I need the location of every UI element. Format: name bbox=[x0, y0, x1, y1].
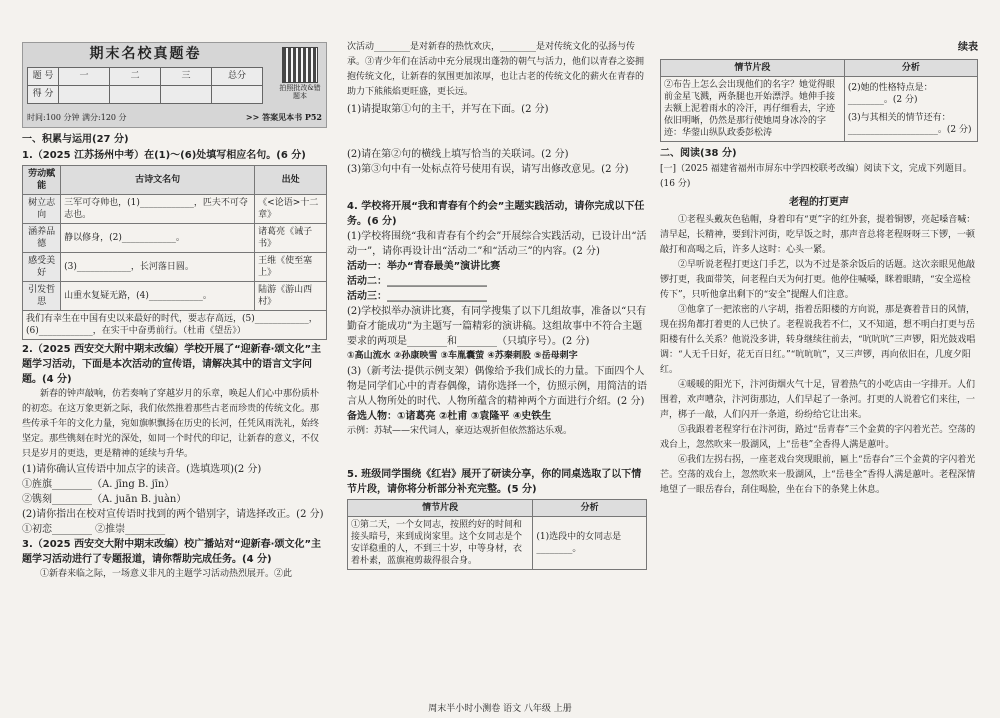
table-cell: 树立志向 bbox=[23, 195, 61, 224]
score-header-cell: 三 bbox=[161, 68, 212, 86]
score-row-label: 得 分 bbox=[28, 86, 59, 104]
question-intro: 5. 班级同学围绕《红岩》展开了研读分享，你的同桌选取了以下情节片段，请你将分析部分补充完整。(5 分) bbox=[347, 469, 642, 495]
choices-line: 备选人物：①诸葛亮 ②杜甫 ③袁隆平 ④史铁生 bbox=[347, 411, 552, 422]
qr-code-icon bbox=[282, 47, 318, 83]
table-cell: 涵养品德 bbox=[23, 224, 61, 253]
column-middle bbox=[347, 40, 647, 572]
table-header: 古诗文名句 bbox=[61, 166, 255, 195]
table-header: 分析 bbox=[533, 500, 647, 517]
table-header: 劳动赋能 bbox=[23, 166, 61, 195]
section-heading: 一、积累与运用(27 分) bbox=[22, 134, 129, 145]
activity-line[interactable]: 活动二：____________________ bbox=[347, 276, 487, 287]
table-cell: 诸葛亮《诫子书》 bbox=[255, 224, 327, 253]
table-cell: ②布告上怎么会出现他们的名字？她觉得眼前金星飞溅，两条腿也开始漂浮。她伸手接去额上泥着雨水的冷汗，再仔细看去，字迹依旧明晰，仍然是那行使她周身冰冷的字迹：华蓥山纵队政委彭松涛 bbox=[661, 77, 845, 142]
article-paragraph: ⑥我们左拐右拐，一座老戏台突现眼前，匾上“岳春台”三个金黄的字闪着光芒。空荡的戏台上，忽然吹来一股湖风，上“岳巷全”香得人满是蕙叶。老程深情地望了一眼岳春台，刮住喝脸，坐在台下的条凳上休息。 bbox=[660, 455, 976, 495]
table-cell[interactable] bbox=[844, 77, 977, 142]
table-header: 情节片段 bbox=[661, 60, 845, 77]
score-table bbox=[27, 67, 263, 104]
sub-question: (1)请你确认宣传语中加点字的读音。(选填选项)(2 分) bbox=[22, 464, 262, 475]
sub-question: (1)学校将围绕“我和青春有个约会”开展综合实践活动，已设计出“活动一”，请你再设计出“活动二”和“活动三”的内容。(2 分) bbox=[347, 231, 647, 257]
answer-blank[interactable] bbox=[347, 439, 647, 467]
article-paragraph: ③他拿了一把浓密的八字胡，指着岳阳楼的方向说，那是赛着昔日的风情，现在拐角都打着更的人已快了。老程说我若不仁，又不知道，想不明白打更与岳阳楼有什么关系？他说没多讲，转身继续往前去，“吭吭吭”三声锣，阳光鼓戏唱调：“人无千日好，花无百日红。”“吭吭吭”，又三声锣，再向依旧在，几度夕阳红。 bbox=[660, 305, 976, 375]
sub-question: (1)请提取第①句的主干，并写在下面。(2 分) bbox=[347, 104, 549, 115]
column-left bbox=[22, 42, 327, 582]
passage: 新春的钟声敲响，仿若奏响了穿越岁月的乐章，唤起人们心中那份质朴的初恋。在这万象更新之际，我们依然推着那些古老而珍贵的传统文化。那些传承千年的文化力量，宛如旗帜飘扬在历史的长河，任凭风雨洗礼，始终坚定。那些镌刻在时光的深处，如同一个时代的印记，让新春的意义，不仅只是岁月的更迭，更是精神的延续与升华。 bbox=[22, 389, 320, 459]
table-header: 情节片段 bbox=[348, 500, 533, 517]
sub-question: (2)请在第②句的横线上填写恰当的关联词。(2 分) bbox=[347, 149, 569, 160]
analysis-item[interactable]: (3)与其相关的情节还有：____________________。(2 分) bbox=[847, 113, 972, 135]
score-header-cell: 题 号 bbox=[28, 68, 59, 86]
continued-table bbox=[660, 59, 978, 142]
table-row bbox=[661, 77, 978, 142]
score-header-cell: 二 bbox=[110, 68, 161, 86]
table-cell[interactable]: 静以修身，(2)____________。 bbox=[61, 224, 255, 253]
table-cell[interactable]: 我们有幸生在中国有史以来最好的时代，要志存高远，(5)____________，(6)____________，在实干中奋勇前行。（杜甫《望岳》） bbox=[23, 311, 327, 340]
score-header-cell: 一 bbox=[59, 68, 110, 86]
q1-table bbox=[22, 165, 327, 340]
option-line[interactable]: ①旌旗________（A. jīng B. jīn） bbox=[22, 479, 175, 490]
activity-line[interactable]: 活动三：____________________ bbox=[347, 291, 487, 302]
table-header: 分析 bbox=[844, 60, 977, 77]
table-cell: 感受美好 bbox=[23, 253, 61, 282]
score-input-cell[interactable] bbox=[59, 86, 110, 104]
article-title: 老程的打更声 bbox=[789, 197, 849, 208]
options-line: ①高山流水 ②孙康映雪 ③车胤囊萤 ④苏秦刺股 ⑤岳母刺字 bbox=[347, 351, 578, 361]
article-paragraph: ④暖暖的阳光下，汴河街烟火气十足，冒着热气的小吃店由一字排开。人们围着，欢声嘈杂，汴河街那边，人们早起了一条河。打更的人说着它们来往，一声，梆子一敲，人们闪开一条道，纷纷给它让出来。 bbox=[660, 380, 976, 420]
analysis-item[interactable]: (2)她的性格特点是：________。(2 分) bbox=[847, 83, 933, 105]
answer-reference: >> 答案见本书 P52 bbox=[245, 112, 322, 122]
score-input-cell[interactable] bbox=[161, 86, 212, 104]
table-header: 出处 bbox=[255, 166, 327, 195]
sub-question: (3)第③句中有一处标点符号使用有误，请写出修改意见。(2 分) bbox=[347, 164, 629, 175]
sub-question: (3)（新考法·提供示例支架）偶像给予我们成长的力量。下面四个人物是同学们心中的青春偶像，请你选择一个，仿照示例，用简洁的语言从人物所处的时代、人物所蕴含的精神两个方面进行介绍。(2 分) bbox=[347, 366, 647, 407]
table-cell: 引发哲思 bbox=[23, 282, 61, 311]
answer-blank[interactable] bbox=[347, 177, 647, 199]
article-paragraph: ②早听说老程打更这门手艺，以为不过是茶余饭后的话题。这次亲眼见他敲锣打更，我面带笑，问老程白天为何打更。他停住喊嗓，眯着眼睛，“安全巡检传下”，只听他拿出剩下的“安全”提醒人们注意。 bbox=[660, 260, 976, 300]
score-input-cell[interactable] bbox=[110, 86, 161, 104]
table-row bbox=[23, 195, 327, 224]
table-cell[interactable]: 三军可夺帅也，(1)____________，匹夫不可夺志也。 bbox=[61, 195, 255, 224]
sub-question: (2)请你指出在校对宣传语时找到的两个错别字，请选择改正。(2 分) bbox=[22, 509, 324, 520]
passage: 次活动________是对新春的热忱欢庆，________是对传统文化的弘扬与传承。③青少年们在活动中充分展现出蓬勃的朝气与活力，他们以青春之姿拥抱传统文化，让新春的氛围更加浓厚，也让古老的传统文化的薪火在青春的助力下熊熊焰更旺盛，更长远。 bbox=[347, 42, 645, 97]
column-right bbox=[660, 40, 978, 498]
table-row bbox=[23, 282, 327, 311]
table-row bbox=[23, 311, 327, 340]
example-line: 示例：苏轼——宋代词人，豪迈达观折但依然豁达乐观。 bbox=[347, 426, 573, 436]
qr-caption: 拍照批改&错题本 bbox=[279, 84, 321, 100]
table-cell[interactable]: (3)____________，长河落日圆。 bbox=[61, 253, 255, 282]
answer-blank[interactable] bbox=[347, 117, 647, 147]
q5-table bbox=[347, 499, 647, 570]
question-intro: 1.（2025 江苏扬州中考）在(1)～(6)处填写相应名句。(6 分) bbox=[22, 150, 306, 161]
page-footer: 周末半小时小测卷 语文 八年级 上册 bbox=[428, 704, 572, 714]
article-paragraph: ⑤我跟着老程穿行在汴河街，路过“岳青春”三个金黄的字闪着光芒。空荡的戏台上，忽然吹来一股湖风，上“岳巷”全香得人满是蕙叶。 bbox=[660, 425, 976, 450]
section-heading: 二、阅读(38 分) bbox=[660, 148, 737, 159]
passage: ①新春来临之际，一场意义非凡的主题学习活动热烈展开。②此 bbox=[40, 569, 293, 579]
table-cell: 王维《使至塞上》 bbox=[255, 253, 327, 282]
question-intro: 4. 学校将开展“我和青春有个约会”主题实践活动，请你完成以下任务。(6 分) bbox=[347, 201, 645, 227]
table-cell[interactable]: 山重水复疑无路，(4)____________。 bbox=[61, 282, 255, 311]
exam-title: 期末名校真题卷 bbox=[89, 46, 202, 62]
option-line[interactable]: ②镌刻________（A. juān B. juàn） bbox=[22, 494, 187, 505]
score-header-cell: 总分 bbox=[212, 68, 263, 86]
table-cell: 《<论语>十二章》 bbox=[255, 195, 327, 224]
score-input-cell[interactable] bbox=[212, 86, 263, 104]
table-cell[interactable]: (1)选段中的女同志是________。 bbox=[533, 517, 647, 570]
qr-code[interactable] bbox=[277, 47, 323, 103]
activity-line: 活动一：举办“青春最美”演讲比赛 bbox=[347, 261, 501, 272]
answer-line[interactable]: ①初恋________ ②推崇________ bbox=[22, 524, 166, 535]
continued-label: 续表 bbox=[958, 42, 978, 53]
exam-time: 时间:100 分钟 满分:120 分 bbox=[27, 113, 127, 122]
reading-intro: [一]（2025 福建省福州市屏东中学四校联考改编）阅读下文，完成下列题目。(16 分) bbox=[660, 164, 972, 189]
exam-header bbox=[22, 42, 327, 128]
table-row bbox=[23, 224, 327, 253]
sub-question: (2)学校拟举办演讲比赛，有同学搜集了以下几组故事，准备以“只有勤奋才能成功”为主题写一篇精彩的演讲稿。这组故事中不符合主题要求的两项是________和________（只填序号）。(2 分) bbox=[347, 306, 647, 347]
table-row bbox=[348, 517, 647, 570]
table-cell: 陆游《游山西村》 bbox=[255, 282, 327, 311]
question-intro: 3.（2025 西安交大附中期末改编）校广播站对“迎新春·颂文化”主题学习活动进行了专题报道，请你帮助完成任务。(4 分) bbox=[22, 539, 322, 565]
article-paragraph: ①老程头戴灰色毡帽，身着印有“更”字的红外套，提着铜锣，亮起嗓音喊：清早起，长精神，要到汴河街，吃早饭之时，那声音总将老程呀呀三下锣，一顿敲打和高喝之后，许多人这时：心头一紧。 bbox=[660, 215, 976, 255]
table-cell: ①第二天，一个女同志，按照约好的时间和接头暗号，来到成岗家里。这个女同志是个安详稳重的人，不到三十岁，中等身材，衣着朴素，蓝旗袍剪裁得很合身。 bbox=[348, 517, 533, 570]
table-row bbox=[23, 253, 327, 282]
question-intro: 2.（2025 西安交大附中期末改编）学校开展了“迎新春·颂文化”主题学习活动，下面是本次活动的宣传语，请解决其中的语言文字问题。(4 分) bbox=[22, 344, 322, 385]
